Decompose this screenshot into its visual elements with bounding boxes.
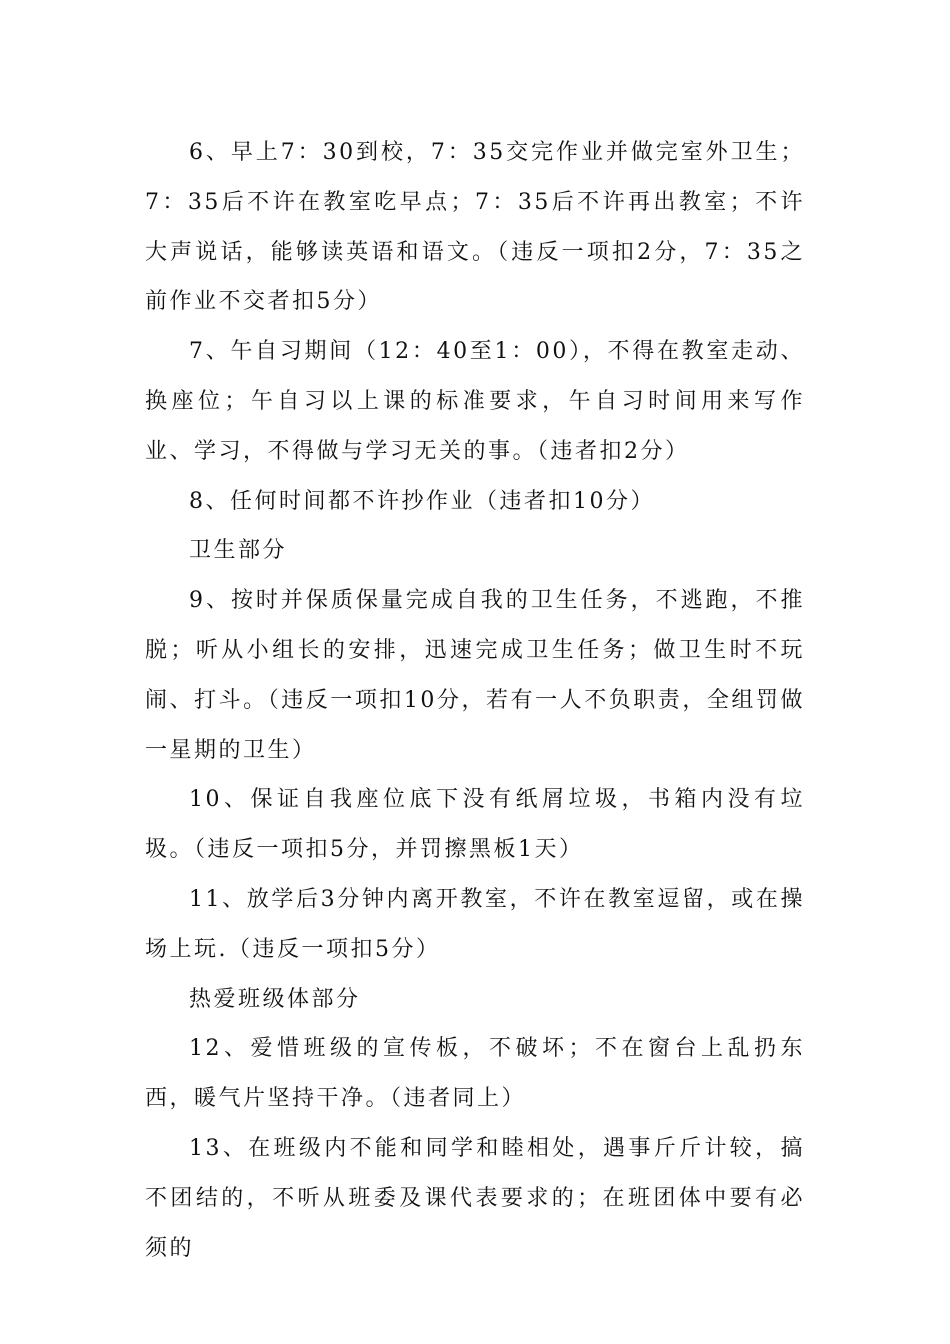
- rule-paragraph-7: 7、午自习期间（12：40至1：00），不得在教室走动、换座位；午自习以上课的标准要求，午自习时间用来写作业、学习，不得做与学习无关的事。（违者扣2分）: [145, 339, 805, 464]
- document-body: [145, 128, 805, 1273]
- rule-paragraph-13: 13、在班级内不能和同学和睦相处，遇事斤斤计较，搞不团结的，不听从班委及课代表要求的；在班团体中要有必须的: [145, 1135, 805, 1261]
- rule-paragraph-8: 8、任何时间都不许抄作业（违者扣10分）: [189, 488, 655, 514]
- rule-paragraph-9: 9、按时并保质保量完成自我的卫生任务，不逃跑，不推脱；听从小组长的安排，迅速完成卫生任务；做卫生时不玩闹、打斗。（违反一项扣10分，若有一人不负职责，全组罚做一星期的卫生）: [145, 588, 805, 763]
- rule-paragraph-12: 12、爱惜班级的宣传板，不破坏；不在窗台上乱扔东西，暖气片坚持干净。（违者同上）: [145, 1036, 805, 1112]
- rule-paragraph-10: 10、保证自我座位底下没有纸屑垃圾，书箱内没有垃圾。（违反一项扣5分，并罚擦黑板1天）: [145, 787, 805, 863]
- section-heading-hygiene: 卫生部分: [189, 538, 288, 564]
- rule-paragraph-11: 11、放学后3分钟内离开教室，不许在教室逗留，或在操场上玩.（违反一项扣5分）: [145, 886, 805, 962]
- section-heading-class-love: 热爱班级体部分: [189, 986, 361, 1012]
- rule-paragraph-6: 6、早上7：30到校，7：35交完作业并做完室外卫生；7：35后不许在教室吃早点；7：35后不许再出教室；不许大声说话，能够读英语和语文。（违反一项扣2分，7：35之前作业不交者扣5分）: [145, 140, 805, 315]
